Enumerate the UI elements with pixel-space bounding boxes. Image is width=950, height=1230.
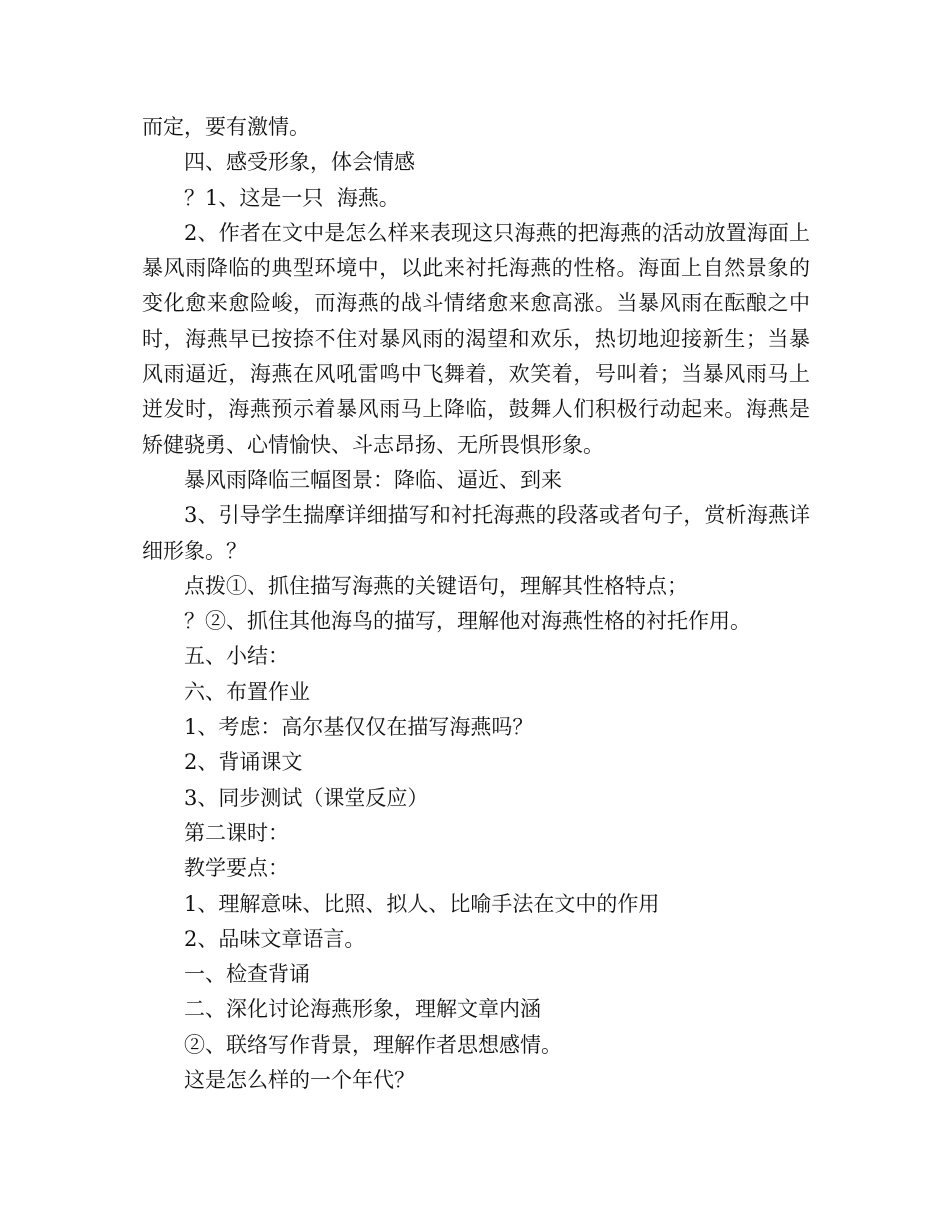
- list-item: 1、理解意味、比照、拟人、比喻手法在文中的作用: [184, 891, 660, 916]
- section-heading-4: 四、感受形象，体会情感: [184, 150, 415, 175]
- subheading: 教学要点：: [184, 856, 289, 881]
- document-body: [142, 110, 810, 1098]
- lesson-heading: 第二课时：: [184, 820, 289, 845]
- body-paragraph: 2、作者在文中是怎么样来表现这只海燕的把海燕的活动放置海面上暴风雨降临的典型环境中，以此来衬托海燕的性格。海面上自然景象的变化愈来愈险峻，而海燕的战斗情绪愈来愈高涨。当暴风雨在酝酿之中时，海燕早已按捺不住对暴风雨的渴望和欢乐，热切地迎接新生；当暴风雨逼近，海燕在风吼雷鸣中飞舞着，欢笑着，号叫着；当暴风雨马上迸发时，海燕预示着暴风雨马上降临，鼓舞人们积极行动起来。海燕是矫健骁勇、心情愉快、斗志昂扬、无所畏惧形象。: [142, 220, 810, 457]
- list-item: 2、品味文章语言。: [184, 926, 366, 951]
- body-paragraph: 暴风雨降临三幅图景：降临、逼近、到来: [184, 467, 562, 492]
- section-heading-2: 二、深化讨论海燕形象，理解文章内涵: [184, 997, 541, 1022]
- section-heading-6: 六、布置作业: [184, 679, 310, 704]
- list-item: 2、背诵课文: [184, 750, 303, 775]
- list-item: 1、考虑：高尔基仅仅在描写海燕吗？: [184, 715, 534, 740]
- list-item: ？1、这是一只 海燕。: [184, 185, 400, 210]
- list-item: 3、同步测试（课堂反应）: [184, 785, 429, 810]
- body-paragraph: 这是怎么样的一个年代？: [184, 1068, 415, 1093]
- list-item: 点拨①、抓住描写海燕的关键语句，理解其性格特点；: [184, 573, 688, 598]
- section-heading-1: 一、检查背诵: [184, 962, 310, 987]
- section-heading-5: 五、小结：: [184, 644, 289, 669]
- body-paragraph: 3、引导学生揣摩详细描写和衬托海燕的段落或者句子，赏析海燕详细形象。？: [142, 503, 810, 563]
- paragraph-continuation: 而定，要有激情。: [142, 115, 310, 139]
- list-item: ？②、抓住其他海鸟的描写，理解他对海燕性格的衬托作用。: [184, 609, 751, 634]
- list-item: ②、联络写作背景，理解作者思想感情。: [184, 1032, 562, 1057]
